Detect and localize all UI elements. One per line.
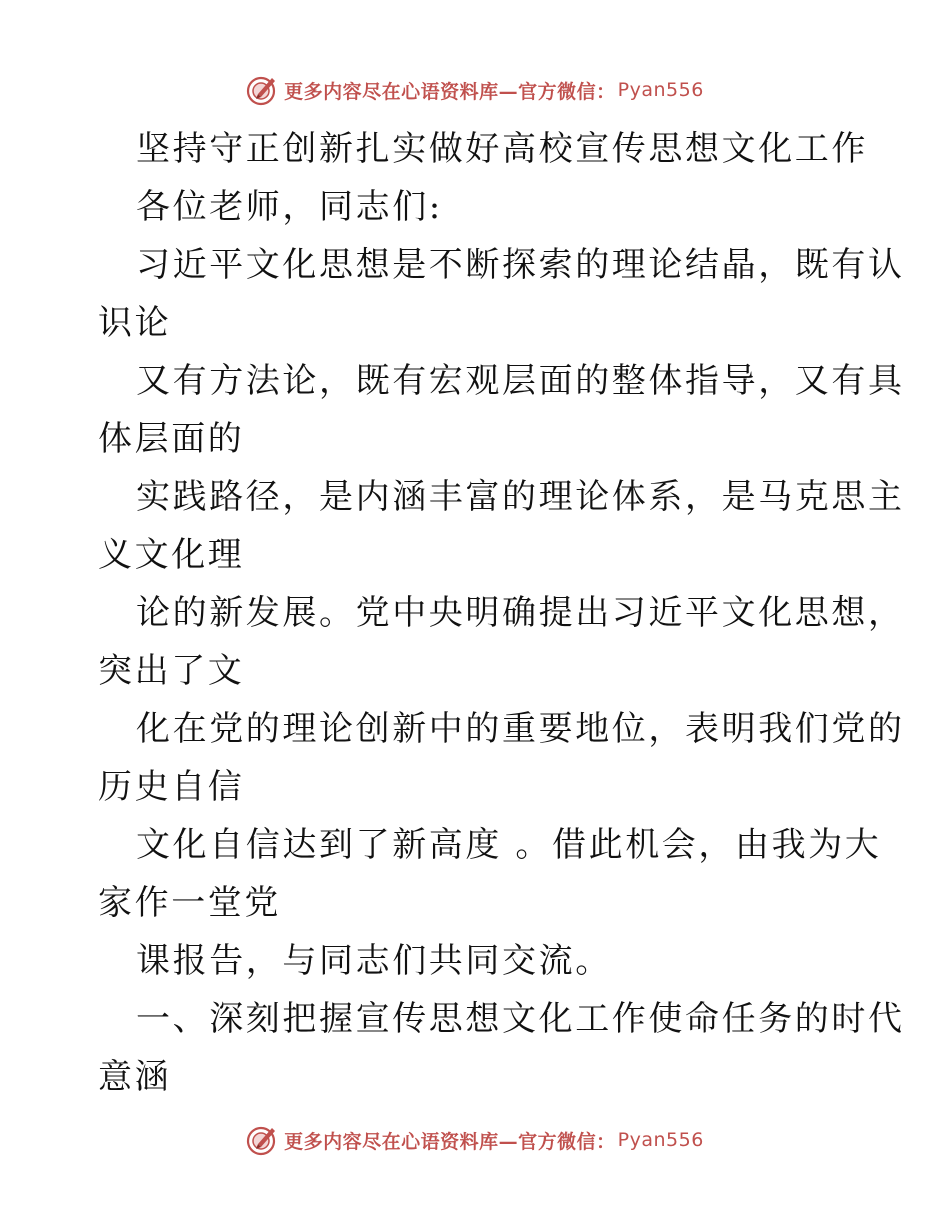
greeting-line: 各位老师，同志们: [136,187,443,227]
document-body [98,120,905,1106]
text-line: 课报告，与同志们共同交流。 [136,941,612,981]
banner-text: 更多内容尽在心语资料库—官方微信： [284,1130,616,1153]
text-line: 习近平文化思想是不断探索的理论结晶，既有认 [136,245,905,285]
banner-wechat-id: Pyan556 [617,1129,704,1151]
section-heading: 一、深刻把握宣传思想文化工作使命任务的时代 [136,999,905,1039]
pen-logo-icon [246,73,280,107]
banner-text: 更多内容尽在心语资料库—官方微信： [284,80,616,103]
text-line: 化在党的理论创新中的重要地位，表明我们党的 [136,709,905,749]
text-line: 突出了文 [98,651,245,691]
text-line: 体层面的 [98,419,245,459]
text-line: 识论 [98,303,172,343]
text-line: 家作一堂党 [98,883,281,923]
banner-wechat-id: Pyan556 [617,79,704,101]
header-banner [0,70,950,110]
text-line: 文化自信达到了新高度 。借此机会，由我为大 [136,825,882,865]
text-line: 历史自信 [98,767,245,807]
text-line: 论的新发展。党中央明确提出习近平文化思想， [136,593,905,633]
pen-logo-icon [246,1123,280,1157]
text-line: 义文化理 [98,535,245,575]
footer-banner [0,1120,950,1160]
text-line: 实践路径，是内涵丰富的理论体系，是马克思主 [136,477,905,517]
section-heading-continuation: 意涵 [98,1057,172,1097]
text-line: 又有方法论，既有宏观层面的整体指导，又有具 [136,361,905,401]
document-title: 坚持守正创新扎实做好高校宣传思想文化工作 [136,129,868,169]
